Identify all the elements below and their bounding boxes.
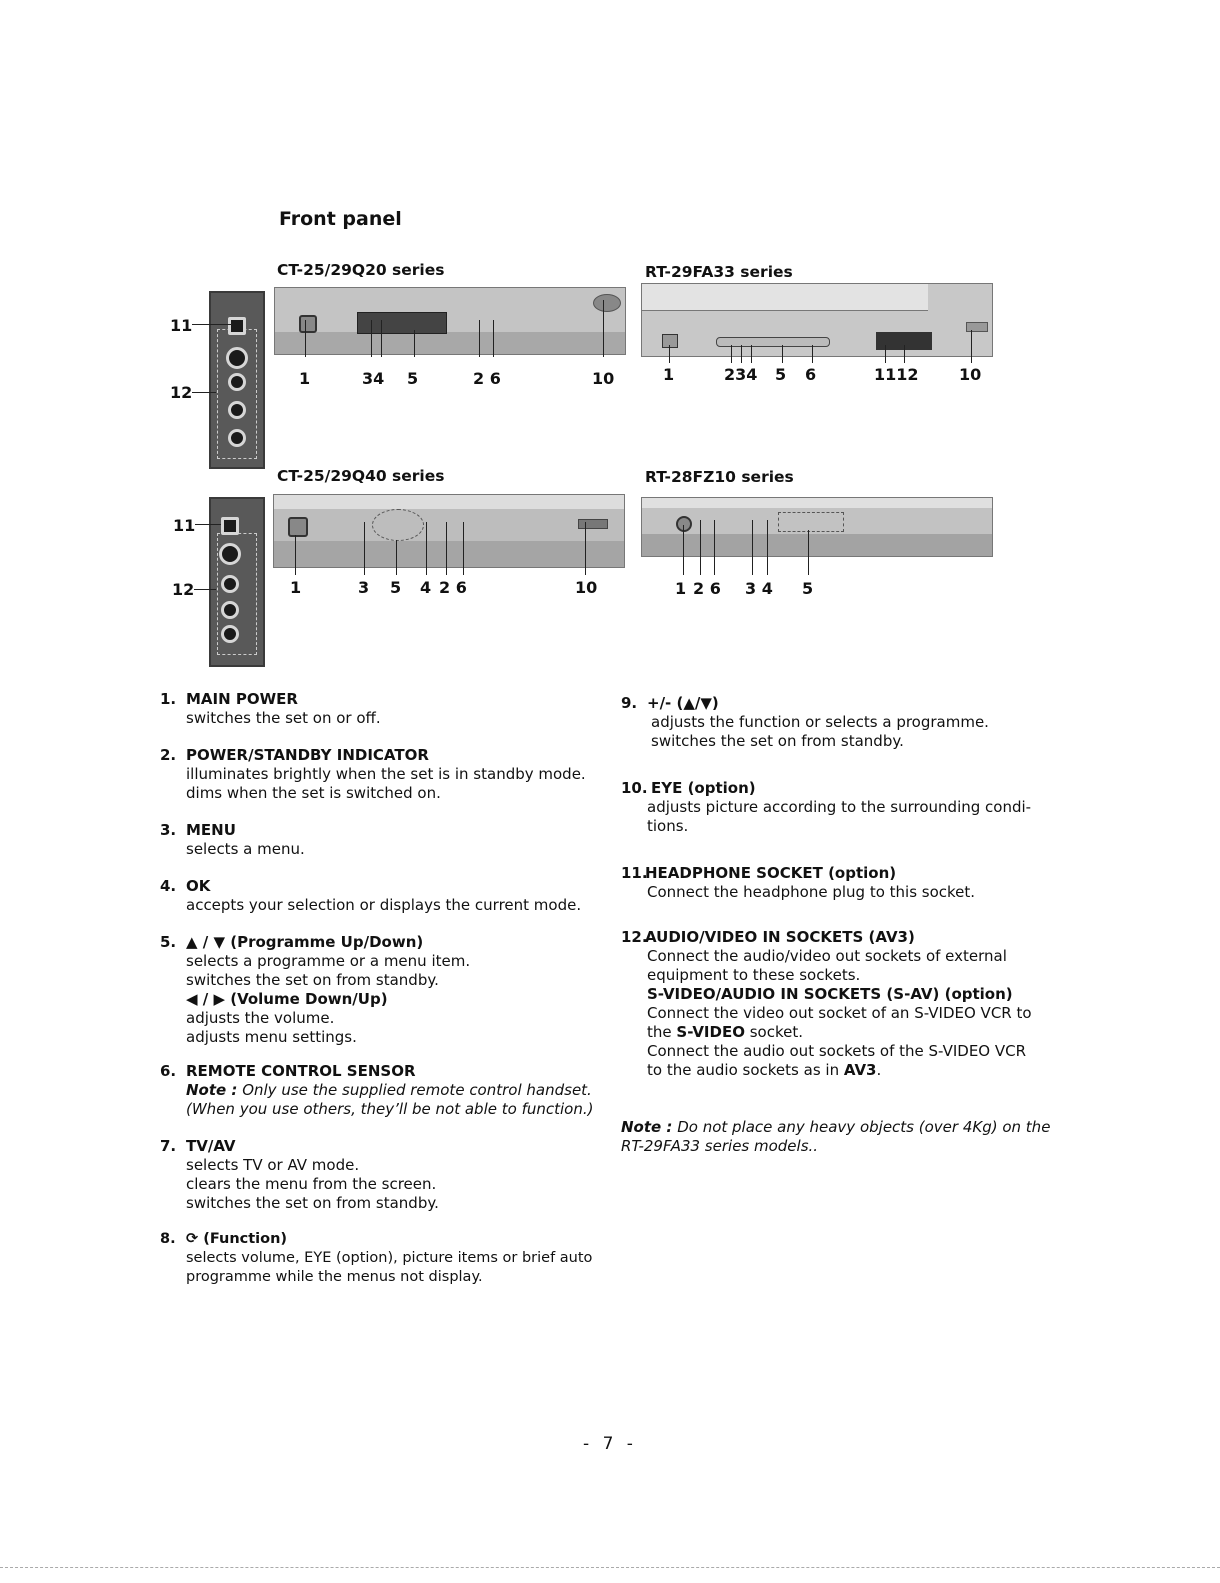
item-function: 8. ⟳ (Function) selects volume, EYE (option), picture items or brief auto programme while the menus not display.	[160, 1231, 593, 1285]
item-av-in-sockets: 12.AUDIO/VIDEO IN SOCKETS (AV3) Connect the audio/video out sockets of external equipment to these sockets. S-VIDEO/AUDIO IN SOCKETS (S-AV) (option) Connect the video out socket of an S-VIDEO VCR to the S-VIDEO socket. Connect the audio out sockets of the S-VIDEO VCR to the audio sockets as in AV3.	[621, 928, 1032, 1079]
callout-11: 11	[170, 316, 193, 335]
power-button-icon	[299, 315, 317, 333]
callout-234: 234	[724, 365, 758, 384]
page-number: - 7 -	[583, 1434, 637, 1454]
front-panel-q20	[274, 287, 626, 355]
section-title: Front panel	[279, 208, 402, 230]
callout-2-6: 2 6	[473, 369, 501, 388]
callout-11: 11	[173, 516, 196, 535]
callout-3: 3	[358, 578, 370, 597]
eye-sensor-icon	[578, 519, 608, 529]
front-panel-fa33	[641, 283, 993, 357]
video-socket-icon	[221, 575, 239, 593]
callout-1: 1	[675, 579, 687, 598]
callout-34: 34	[362, 369, 385, 388]
callout-5: 5	[407, 369, 419, 388]
s-video-socket-icon	[219, 543, 241, 565]
eye-sensor-icon	[966, 322, 988, 332]
audio-r-socket-icon	[228, 429, 246, 447]
power-button-icon	[662, 334, 678, 348]
callout-12: 12	[170, 383, 193, 402]
item-remote-control-sensor: 6. REMOTE CONTROL SENSOR Note : Only use the supplied remote control handset. (When you use others, they’ll be not able to function.)	[160, 1062, 594, 1118]
item-headphone-socket: 11.HEADPHONE SOCKET (option) Connect the headphone plug to this socket.	[621, 864, 976, 901]
callout-1: 1	[663, 365, 675, 384]
callout-1: 1	[290, 578, 302, 597]
item-programme-volume: 5. ▲ / ▼ (Programme Up/Down) selects a programme or a menu item. switches the set on from standby. ◀ / ▶ (Volume Down/Up) adjusts the volume. adjusts menu settings.	[160, 933, 471, 1046]
front-panel-q40	[273, 494, 625, 568]
series-label-q20: CT-25/29Q20 series	[277, 261, 445, 279]
cross-keys-icon	[372, 509, 424, 541]
callout-5: 5	[775, 365, 787, 384]
eye-sensor-icon	[593, 294, 621, 312]
callout-1112: 1112	[874, 365, 919, 384]
item-tv-av: 7. TV/AV selects TV or AV mode. clears the menu from the screen. switches the set on from standby.	[160, 1137, 439, 1212]
s-video-socket-icon	[226, 347, 248, 369]
callout-4: 4	[420, 578, 432, 597]
item-eye: 10. EYE (option) adjusts picture according to the surrounding condi- tions.	[621, 779, 1032, 835]
side-av-panel-lower	[209, 497, 265, 667]
callout-2-6: 2 6	[693, 579, 721, 598]
item-plus-minus: 9. +/- (▲/▼) adjusts the function or selects a programme. switches the set on from standby.	[621, 694, 989, 750]
callout-5: 5	[802, 579, 814, 598]
power-button-icon	[288, 517, 308, 537]
audio-l-socket-icon	[221, 601, 239, 619]
headphone-socket-icon	[228, 317, 246, 335]
side-av-panel-upper	[209, 291, 265, 469]
headphone-socket-icon	[221, 517, 239, 535]
item-menu: 3. MENU selects a menu.	[160, 821, 305, 858]
callout-10: 10	[959, 365, 982, 384]
callout-1: 1	[299, 369, 311, 388]
video-socket-icon	[228, 373, 246, 391]
audio-l-socket-icon	[228, 401, 246, 419]
callout-3-4: 3 4	[745, 579, 773, 598]
callout-2-6: 2 6	[439, 578, 467, 597]
power-button-icon	[676, 516, 692, 532]
callout-12: 12	[172, 580, 195, 599]
callout-10: 10	[575, 578, 598, 597]
item-ok: 4. OK accepts your selection or displays the current mode.	[160, 877, 582, 914]
front-panel-fz10	[641, 497, 993, 557]
series-label-fz10: RT-28FZ10 series	[645, 468, 794, 486]
series-label-q40: CT-25/29Q40 series	[277, 467, 445, 485]
series-label-fa33: RT-29FA33 series	[645, 263, 793, 281]
item-main-power: 1. MAIN POWER switches the set on or off.	[160, 690, 381, 727]
callout-10: 10	[592, 369, 615, 388]
item-power-standby-indicator: 2. POWER/STANDBY INDICATOR illuminates brightly when the set is in standby mode. dims when the set is switched on.	[160, 746, 586, 802]
control-buttons-icon	[778, 512, 844, 532]
callout-5: 5	[390, 578, 402, 597]
audio-r-socket-icon	[221, 625, 239, 643]
bottom-rule	[0, 1567, 1220, 1568]
bottom-note: Note : Do not place any heavy objects (over 4Kg) on the RT-29FA33 series models..	[621, 1118, 1051, 1155]
callout-6: 6	[805, 365, 817, 384]
